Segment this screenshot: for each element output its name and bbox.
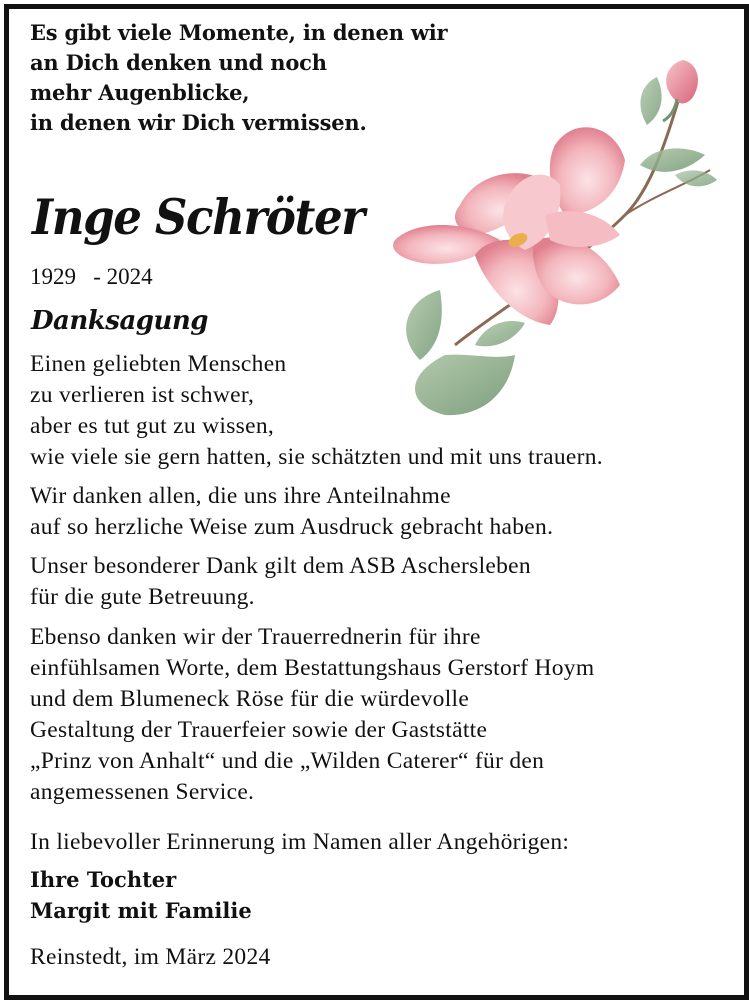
paragraph-line: Gestaltung der Trauerfeier sowie der Gaststätte <box>30 717 488 743</box>
place-date: Reinstedt, im März 2024 <box>30 944 271 970</box>
paragraph-line: und dem Blumeneck Röse für die würdevolle <box>30 686 470 712</box>
intro-line: mehr Augenblicke, <box>30 80 250 105</box>
paragraph-line: wie viele sie gern hatten, sie schätzten und mit uns trauern. <box>30 444 603 470</box>
signer-line: Margit mit Familie <box>30 898 252 923</box>
paragraph-line: Ebenso danken wir der Trauerrednerin für ihre <box>30 624 481 650</box>
life-dates <box>30 264 153 290</box>
paragraph-line: Wir danken allen, die uns ihre Anteilnahme <box>30 483 451 509</box>
thanks-paragraph <box>30 551 531 613</box>
paragraph-line: In liebevoller Erinnerung im Namen aller Angehörigen: <box>30 829 570 855</box>
intro-line: in denen wir Dich vermissen. <box>30 110 367 135</box>
paragraph-line: für die gute Betreuung. <box>30 584 255 610</box>
thanks-paragraph <box>30 349 603 473</box>
death-year: 2024 <box>106 264 153 289</box>
paragraph-line: einfühlsamen Worte, dem Bestattungshaus Gerstorf Hoym <box>30 655 595 681</box>
paragraph-line: aber es tut gut zu wissen, <box>30 413 275 439</box>
thanks-paragraph <box>30 481 553 543</box>
year-separator: - <box>93 264 101 289</box>
paragraph-line: „Prinz von Anhalt“ und die „Wilden Caterer“ für den <box>30 748 545 774</box>
paragraph-line: auf so herzliche Weise zum Ausdruck gebracht haben. <box>30 514 554 540</box>
paragraph-line: zu verlieren ist schwer, <box>30 382 255 408</box>
birth-year: 1929 <box>30 264 76 289</box>
paragraph-line: angemessenen Service. <box>30 779 255 805</box>
paragraph-line: Einen geliebten Menschen <box>30 351 287 377</box>
thanks-heading: Danksagung <box>31 306 208 336</box>
signers <box>30 864 252 926</box>
signer-line: Ihre Tochter <box>30 867 177 892</box>
thanks-paragraph <box>30 622 594 808</box>
deceased-name: Inge Schröter <box>32 188 364 246</box>
paragraph-line: Unser besonderer Dank gilt dem ASB Aschersleben <box>30 553 531 579</box>
intro-line: an Dich denken und noch <box>30 50 327 75</box>
closing-line <box>30 827 569 858</box>
intro-line: Es gibt viele Momente, in denen wir <box>30 20 448 45</box>
